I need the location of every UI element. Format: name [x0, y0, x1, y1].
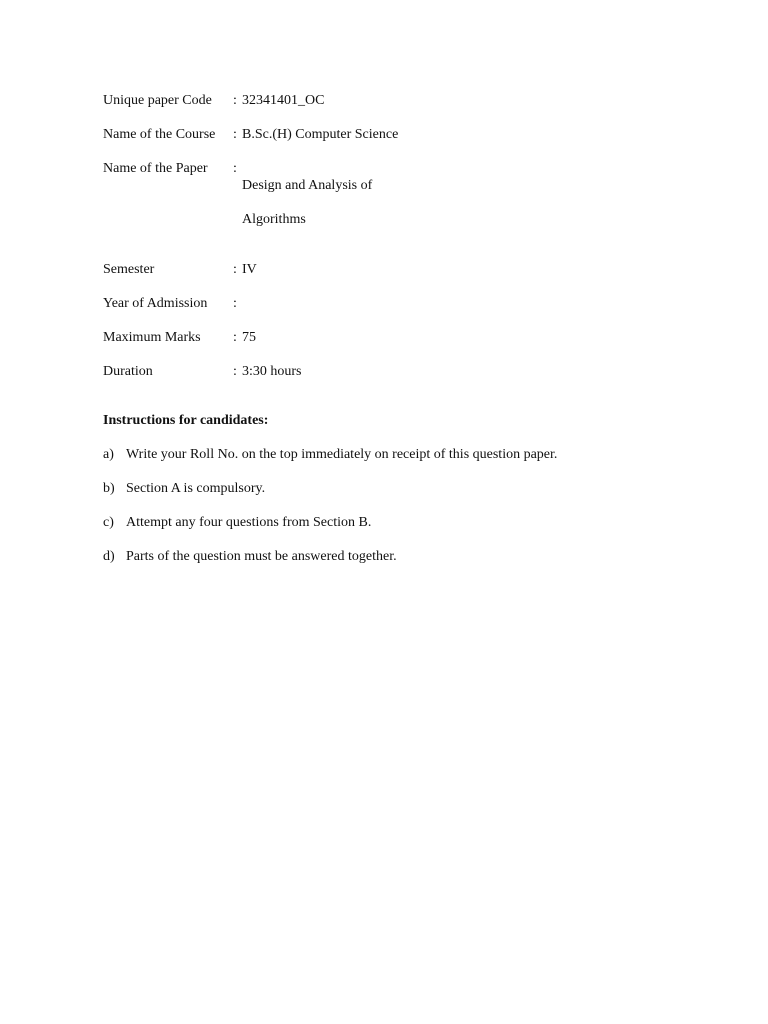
paper-details	[103, 92, 663, 397]
maximum-marks-label: Maximum Marks	[103, 330, 201, 345]
maximum-marks-value: 75	[242, 330, 256, 345]
semester-row	[103, 261, 663, 278]
instruction-text: Parts of the question must be answered together.	[126, 549, 397, 564]
semester-value: IV	[242, 262, 257, 277]
course-name-value: B.Sc.(H) Computer Science	[242, 127, 399, 142]
instruction-marker: a)	[103, 447, 114, 462]
year-of-admission-label: Year of Admission	[103, 296, 208, 311]
instruction-marker: c)	[103, 515, 114, 530]
maximum-marks-row	[103, 329, 663, 346]
instruction-item	[103, 446, 703, 463]
duration-value: 3:30 hours	[242, 364, 302, 379]
year-of-admission-colon: :	[233, 296, 237, 311]
instructions-heading: Instructions for candidates:	[103, 413, 269, 428]
instruction-text: Section A is compulsory.	[126, 481, 266, 496]
instruction-marker: b)	[103, 481, 115, 496]
duration-label: Duration	[103, 364, 153, 379]
course-name-label: Name of the Course	[103, 127, 216, 142]
paper-name-line-1: Design and Analysis of	[242, 178, 373, 193]
year-of-admission-row	[103, 295, 663, 312]
instruction-text: Write your Roll No. on the top immediately on receipt of this question paper.	[126, 447, 558, 462]
instruction-text: Attempt any four questions from Section B.	[126, 515, 372, 530]
semester-label: Semester	[103, 262, 155, 277]
course-name-colon: :	[233, 127, 237, 142]
paper-code-value: 32341401_OC	[242, 93, 325, 108]
paper-code-row	[103, 92, 663, 109]
duration-colon: :	[233, 364, 237, 379]
paper-name-line-2: Algorithms	[242, 212, 306, 227]
course-name-row	[103, 126, 663, 143]
paper-name-colon: :	[233, 161, 237, 176]
maximum-marks-colon: :	[233, 330, 237, 345]
duration-row	[103, 363, 663, 380]
paper-name-value	[242, 160, 663, 245]
semester-colon: :	[233, 262, 237, 277]
paper-name-label: Name of the Paper	[103, 161, 208, 176]
instruction-marker: d)	[103, 549, 115, 564]
instructions-section	[103, 412, 703, 582]
paper-code-label: Unique paper Code	[103, 93, 212, 108]
paper-code-colon: :	[233, 93, 237, 108]
paper-name-row	[103, 160, 663, 245]
instruction-item	[103, 514, 703, 531]
instruction-item	[103, 548, 703, 565]
instruction-item	[103, 480, 703, 497]
